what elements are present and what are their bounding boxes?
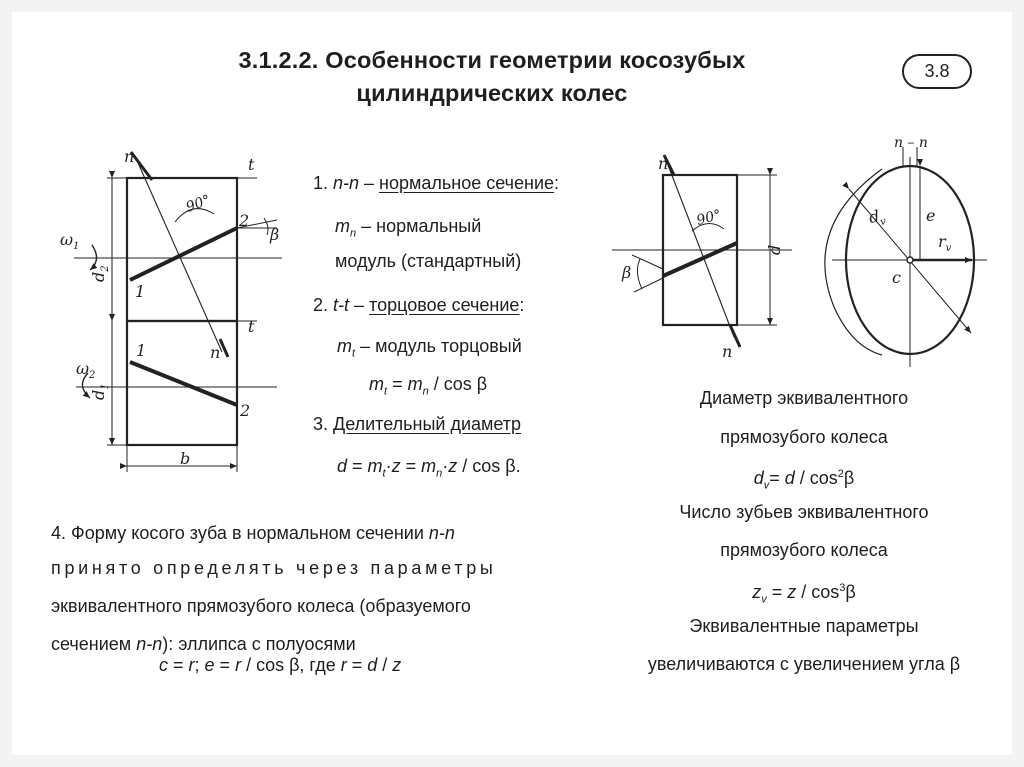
item-3-pitch-diameter: 3. Делительный диаметр (313, 414, 522, 434)
label-2-top: 2 (239, 211, 250, 230)
svg-text:c (892, 268, 901, 287)
right-line-7: Эквивалентные параметры (689, 616, 919, 636)
label-t-bottom: t (248, 317, 255, 336)
para-line-2: принято определять через параметры (51, 558, 497, 578)
label-1-bottom: 1 (136, 341, 147, 360)
svg-text:β (621, 263, 631, 282)
normal-module-text-2: модуль (стандартный) (335, 251, 522, 271)
label-90deg: 90° (183, 192, 213, 216)
label-n-bottom: n (210, 343, 221, 362)
right-formula-zv: $z_v = z / \cos^3\beta$ (752, 582, 856, 606)
right-line-8: увеличиваются с увеличением угла β (647, 654, 961, 674)
label-d-right: d (765, 244, 784, 255)
svg-text:β (269, 225, 279, 244)
upper-tooth-line (130, 228, 237, 280)
svg-text:2 (238, 211, 249, 230)
svg-text:2 (239, 401, 250, 420)
normal-section-gear-drawing (612, 147, 812, 361)
svg-text:n: n (658, 154, 669, 173)
transverse-module-text: $m_t$ – модуль торцовый (337, 336, 522, 360)
svg-text:t (248, 317, 255, 336)
svg-text:dv: $d_v$ (867, 206, 887, 229)
item-1-normal-section: 1. n-n – нормальное сечение: (313, 173, 560, 193)
svg-text:ω1: $\omega_1$ (60, 230, 80, 252)
title-line-2: цилиндрических колес (356, 80, 628, 106)
right-line-5: прямозубого колеса (720, 540, 888, 560)
normal-section-line (135, 156, 222, 352)
helical-gears-drawing (32, 142, 302, 472)
right-line-2: прямозубого колеса (720, 427, 888, 447)
svg-text:d2: $d_2$ (89, 265, 111, 282)
svg-text:90° (184, 192, 213, 216)
label-2-bottom: 2 (240, 401, 251, 420)
svg-text:b (180, 449, 190, 468)
svg-text:rv: $r_v$ (938, 232, 952, 254)
svg-text:1 (135, 282, 145, 301)
label-1-top: 1 (135, 282, 146, 301)
label-t-top: t (248, 155, 255, 174)
label-n-top: n (124, 147, 135, 166)
slide-number-badge: 3.8 (902, 54, 972, 89)
lower-tooth-line (130, 362, 237, 405)
svg-text:d1: $d_1$ (89, 383, 111, 400)
right-normal-line (668, 165, 734, 337)
para-line-5-formula: c = r; e = r / cos β, где r = d / z (159, 655, 402, 675)
equivalent-wheel-ellipse (812, 137, 992, 367)
label-e: e (926, 206, 936, 225)
normal-module-text: $m_n$ – нормальный (335, 216, 482, 240)
right-formula-dv: $d_v= d / \cos^2\beta$ (753, 468, 855, 492)
slide (12, 12, 1012, 755)
page-title (162, 44, 822, 110)
formula-d: $d = m_t\cdot z = m_n\cdot z / \cos \beta$. (337, 456, 521, 480)
svg-text:n (124, 147, 134, 166)
label-nn-section: n – n (894, 135, 928, 151)
para-line-3: эквивалентного прямозубого колеса (образуемого (51, 596, 471, 616)
para-line-4: сечением n-n): эллипса с полуосями (51, 634, 356, 654)
svg-text:t (248, 155, 255, 174)
svg-text:e (926, 206, 935, 225)
label-beta-right: β (622, 263, 632, 282)
title-line-1: 3.1.2.2. Особенности геометрии косозубых (238, 47, 746, 73)
svg-text:n: n (722, 342, 733, 361)
svg-text:n (210, 343, 220, 362)
svg-text:n – n (894, 135, 928, 151)
svg-text:1 (136, 341, 146, 360)
right-line-4: Число зубьев эквивалентного (679, 502, 929, 522)
svg-text:ω2: $\omega_2$ (76, 359, 96, 381)
svg-text:d (765, 245, 784, 255)
label-beta-left: β (270, 225, 280, 244)
label-b: b (180, 449, 191, 468)
formula-mt: $m_t = m_n / \cos \beta$ (369, 374, 488, 398)
label-c: c (892, 268, 901, 287)
para-line-1: 4. Форму косого зуба в нормальном сечении n-n (51, 523, 455, 543)
svg-text:90°: 90° (694, 206, 724, 229)
right-line-1: Диаметр эквивалентного (699, 388, 909, 408)
item-2-transverse-section: 2. t-t – торцовое сечение: (313, 295, 525, 315)
